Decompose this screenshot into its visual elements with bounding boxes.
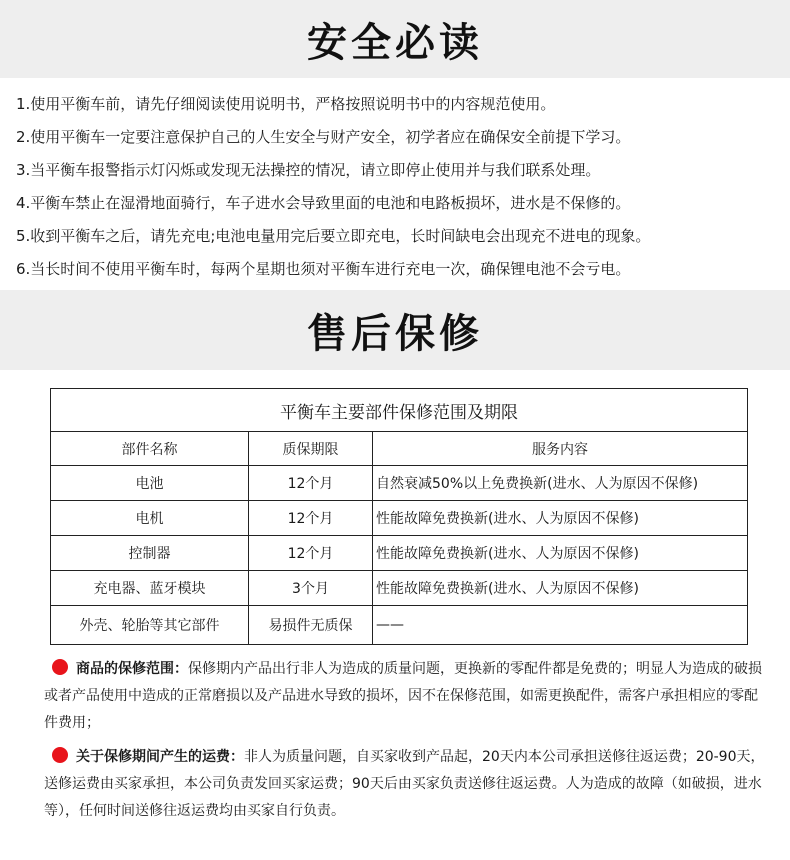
period-cell: 易损件无质保: [249, 606, 373, 645]
service-title: 售后保修: [307, 310, 483, 357]
safety-item-2: 2.使用平衡车一定要注意保护自己的人生安全与财产安全，初学者应在确保安全前提下学习。: [16, 128, 631, 146]
table-row: [51, 606, 748, 645]
service-cell: 性能故障免费换新(进水、人为原因不保修): [373, 501, 748, 536]
table-row: [51, 501, 748, 536]
table-caption-row: [51, 389, 748, 432]
safety-list: [16, 88, 786, 286]
period-cell: 12个月: [249, 466, 373, 501]
table-row: [51, 536, 748, 571]
table-header-row: [51, 432, 748, 466]
safety-item-1: 1.使用平衡车前，请先仔细阅读使用说明书，严格按照说明书中的内容规范使用。: [16, 95, 556, 113]
note-text: 保修期内产品出行非人为造成的质量问题，更换新的零配件都是免费的；明显人为造成的破损或者产品使用中造成的正常磨损以及产品进水导致的损坏，因不在保修范围，如需更换配件，需客户承担相应的零配件费用；: [44, 661, 762, 731]
warranty-table: [50, 388, 748, 645]
safety-item-5: 5.收到平衡车之后，请先充电;电池电量用完后要立即充电，长时间缺电会出现充不进电的现象。: [16, 227, 651, 245]
header-service-content: 服务内容: [373, 432, 748, 466]
part-name-cell: 控制器: [51, 536, 249, 571]
table-row: [51, 571, 748, 606]
service-cell: 自然衰减50%以上免费换新(进水、人为原因不保修): [373, 466, 748, 501]
table-caption: 平衡车主要部件保修范围及期限: [51, 389, 748, 432]
period-cell: 12个月: [249, 536, 373, 571]
header-part-name: 部件名称: [51, 432, 249, 466]
shipping-fee-note: [44, 744, 766, 825]
safety-item-3: 3.当平衡车报警指示灯闪烁或发现无法操控的情况，请立即停止使用并与我们联系处理。: [16, 161, 601, 179]
note-label: 商品的保修范围：: [76, 661, 188, 677]
part-name-cell: 外壳、轮胎等其它部件: [51, 606, 249, 645]
period-cell: 12个月: [249, 501, 373, 536]
safety-item-4: 4.平衡车禁止在湿滑地面骑行，车子进水会导致里面的电池和电路板损坏，进水是不保修的。: [16, 194, 631, 212]
red-bullet-icon: [52, 659, 68, 675]
service-cell: ——: [373, 606, 748, 645]
warranty-scope-note: [44, 656, 766, 737]
service-banner: [0, 290, 790, 370]
red-bullet-icon: [52, 747, 68, 763]
safety-item-6: 6.当长时间不使用平衡车时，每两个星期也须对平衡车进行充电一次，确保锂电池不会亏电。: [16, 260, 631, 278]
period-cell: 3个月: [249, 571, 373, 606]
part-name-cell: 电池: [51, 466, 249, 501]
safety-banner: [0, 0, 790, 78]
part-name-cell: 充电器、蓝牙模块: [51, 571, 249, 606]
table-row: [51, 466, 748, 501]
header-warranty-period: 质保期限: [249, 432, 373, 466]
service-cell: 性能故障免费换新(进水、人为原因不保修): [373, 536, 748, 571]
note-text: 非人为质量问题，自买家收到产品起，20天内本公司承担送修往返运费；20-90天，送修运费由买家承担，本公司负责发回买家运费；90天后由买家负责送修往返运费。人为造成的故障（如破损，进水等），任何时间送修往返运费均由买家自行负责。: [44, 749, 765, 819]
safety-title: 安全必读: [307, 19, 483, 66]
service-cell: 性能故障免费换新(进水、人为原因不保修): [373, 571, 748, 606]
part-name-cell: 电机: [51, 501, 249, 536]
note-label: 关于保修期间产生的运费：: [76, 749, 244, 765]
